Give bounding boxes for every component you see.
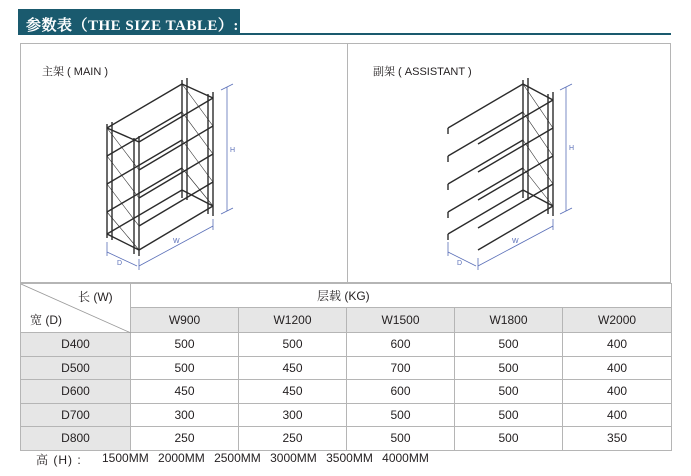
table-row [21, 356, 672, 380]
column-header: W1500 [347, 308, 455, 333]
table-row [21, 380, 672, 404]
row-depth-cell: D700 [21, 403, 131, 427]
load-value-cell: 250 [131, 427, 239, 451]
load-label: 层载 (KG) [131, 284, 672, 308]
assistant-rack-panel [348, 43, 671, 283]
assistant-rack-frame [448, 78, 553, 250]
load-value-cell: 700 [347, 356, 455, 380]
row-depth-cell: D600 [21, 380, 131, 404]
main-rack-dimension-lines [107, 84, 236, 270]
assistant-width-dimension-label: W [512, 238, 519, 245]
column-header: W1200 [239, 308, 347, 333]
load-value-cell: 500 [239, 333, 347, 357]
column-header: W900 [131, 308, 239, 333]
load-header-row [21, 284, 672, 308]
table-row [21, 403, 672, 427]
height-value: 4000MM [382, 451, 429, 465]
title-underline [240, 33, 671, 35]
load-value-cell: 400 [563, 333, 672, 357]
height-values [102, 451, 435, 465]
table-row [21, 333, 672, 357]
main-rack-panel [20, 43, 348, 283]
height-value: 2000MM [158, 451, 205, 465]
main-depth-dimension-label: D [117, 260, 123, 267]
main-width-dimension-label: W [173, 238, 180, 245]
load-value-cell: 350 [563, 427, 672, 451]
assistant-rack-drawing [348, 44, 671, 284]
main-height-dimension-label: H [230, 147, 236, 154]
height-value: 3000MM [270, 451, 317, 465]
load-value-cell: 250 [239, 427, 347, 451]
load-value-cell: 400 [563, 403, 672, 427]
column-header: W1800 [455, 308, 563, 333]
table-corner-cell [21, 284, 131, 333]
row-depth-cell: D500 [21, 356, 131, 380]
load-value-cell: 500 [347, 427, 455, 451]
row-depth-cell: D800 [21, 427, 131, 451]
height-value: 2500MM [214, 451, 261, 465]
load-value-cell: 500 [455, 403, 563, 427]
column-header: W2000 [563, 308, 672, 333]
load-value-cell: 500 [455, 333, 563, 357]
load-value-cell: 300 [239, 403, 347, 427]
main-rack-label: 主架 ( MAIN ) [42, 66, 108, 78]
load-value-cell: 400 [563, 356, 672, 380]
load-value-cell: 300 [131, 403, 239, 427]
table-row [21, 427, 672, 451]
height-value: 3500MM [326, 451, 373, 465]
height-label: 高 (H) : [36, 453, 82, 467]
load-value-cell: 500 [131, 333, 239, 357]
height-options-row [20, 450, 671, 468]
load-value-cell: 500 [455, 380, 563, 404]
page-title: 参数表（THE SIZE TABLE）: [26, 18, 239, 34]
load-value-cell: 500 [455, 356, 563, 380]
load-value-cell: 450 [131, 380, 239, 404]
load-value-cell: 600 [347, 380, 455, 404]
load-value-cell: 500 [347, 403, 455, 427]
load-value-cell: 600 [347, 333, 455, 357]
row-depth-cell: D400 [21, 333, 131, 357]
assistant-depth-dimension-label: D [457, 260, 463, 267]
assistant-height-dimension-label: H [569, 145, 575, 152]
load-value-cell: 400 [563, 380, 672, 404]
depth-label: 宽 (D) [30, 313, 62, 327]
length-label: 长 (W) [78, 290, 113, 304]
assistant-rack-label: 副架 ( ASSISTANT ) [373, 66, 472, 78]
load-value-cell: 450 [239, 380, 347, 404]
height-value: 1500MM [102, 451, 149, 465]
size-table [20, 283, 672, 451]
load-value-cell: 500 [131, 356, 239, 380]
main-rack-drawing [21, 44, 349, 284]
title-bar [18, 9, 671, 35]
load-value-cell: 500 [455, 427, 563, 451]
load-value-cell: 450 [239, 356, 347, 380]
